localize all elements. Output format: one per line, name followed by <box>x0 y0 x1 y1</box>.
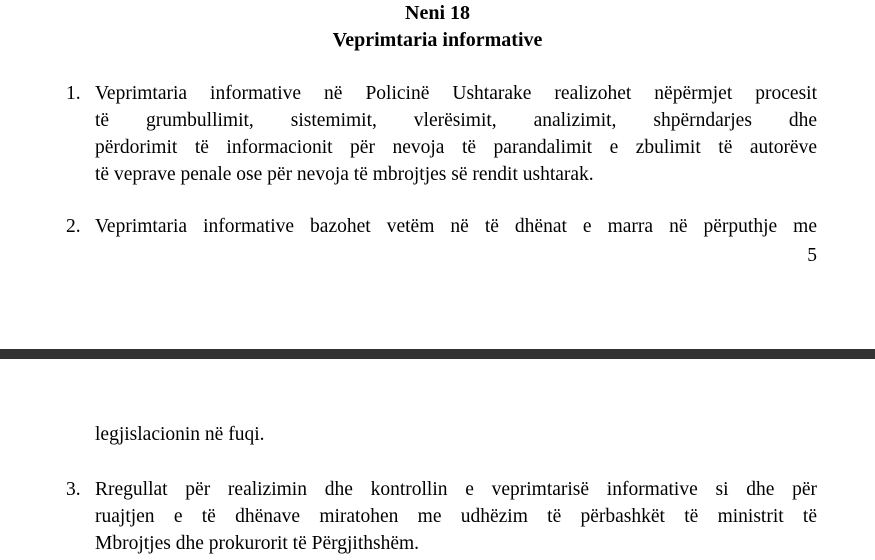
article-number: Neni 18 <box>405 2 470 24</box>
item-2-line-2: legjislacionin në fuqi. <box>95 424 265 445</box>
item-2-line-1: Veprimtaria informative bazohet vetëm në të dhënat e marra në përputhje me <box>95 216 817 237</box>
item-1-line-1: Veprimtaria informative në Policinë Ushtarake realizohet nëpërmjet procesit <box>95 83 817 104</box>
page-number: 5 <box>807 245 817 266</box>
article-title: Veprimtaria informative <box>332 29 543 51</box>
item-3-line-3: Mbrojtjes dhe prokurorit të Përgjithshëm. <box>95 533 420 554</box>
item-number-3: 3. <box>66 479 81 500</box>
item-number-1: 1. <box>66 83 81 104</box>
item-number-2: 2. <box>66 216 81 237</box>
item-1-line-4: të veprave penale ose për nevoja të mbrojtjes së rendit ushtarak. <box>95 164 594 185</box>
page-break-bar <box>0 349 875 359</box>
item-2-continuation <box>95 421 817 448</box>
item-3-line-1: Rregullat për realizimin dhe kontrollin e veprimtarisë informative si dhe për <box>95 479 817 500</box>
item-paragraph-2 <box>95 213 817 240</box>
item-1-line-2: të grumbullimit, sistemimit, vlerësimit, analizimit, shpërndarjes dhe <box>95 110 817 131</box>
item-paragraph-1 <box>95 80 817 188</box>
item-paragraph-3 <box>95 476 817 557</box>
item-1-line-3: përdorimit të informacionit për nevoja të parandalimit e zbulimit të autorëve <box>95 137 817 158</box>
item-3-line-2: ruajtjen e të dhënave miratohen me udhëzim të përbashkët të ministrit të <box>95 506 817 527</box>
